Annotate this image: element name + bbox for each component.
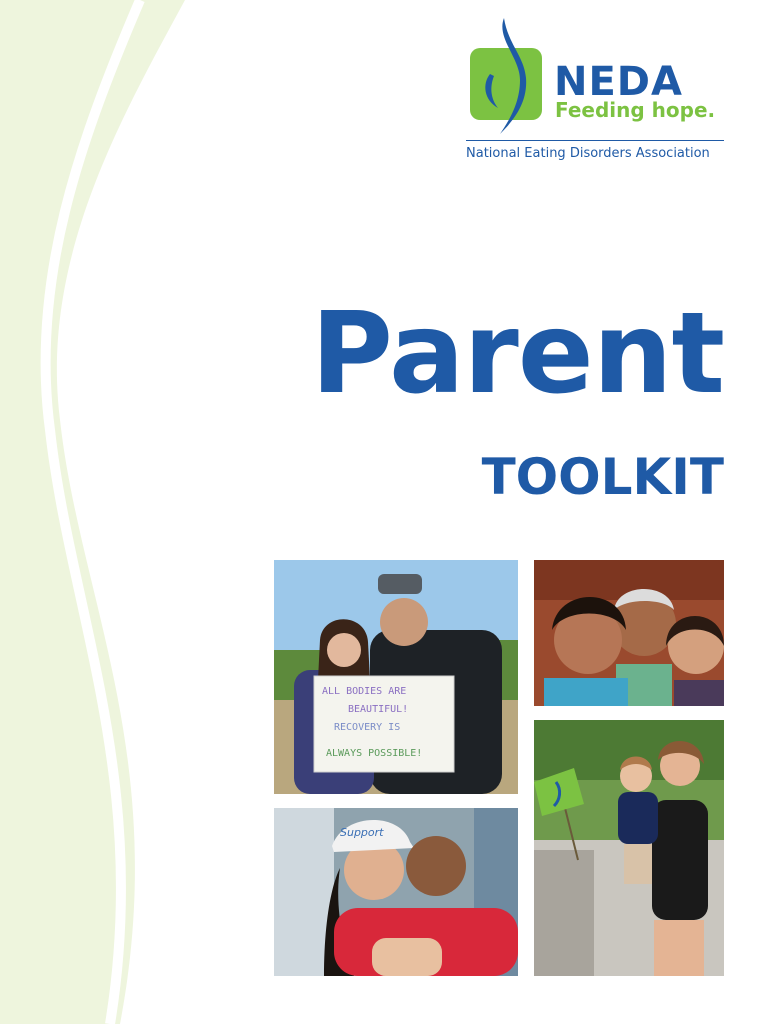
sign-line-4: ALWAYS POSSIBLE! <box>326 748 423 759</box>
sign-line-1: ALL BODIES ARE <box>322 686 407 697</box>
logo-tagline: Feeding hope. <box>555 98 716 122</box>
logo-wordmark: NEDA <box>554 59 683 105</box>
cover-subtitle: TOOLKIT <box>481 448 724 506</box>
photo-support-hug <box>274 808 518 976</box>
cap-text: Support <box>340 826 384 839</box>
photo-mother-child <box>534 720 724 976</box>
neda-logo <box>466 18 726 168</box>
cover-title: Parent <box>310 289 724 419</box>
photo-walk-sign <box>274 560 518 794</box>
sign-line-2: BEAUTIFUL! <box>348 704 409 715</box>
logo-divider <box>466 140 724 141</box>
sign-line-3: RECOVERY IS <box>334 722 401 733</box>
neda-flame-icon <box>468 18 544 136</box>
organization-name: National Eating Disorders Association <box>466 146 710 161</box>
background-wave <box>0 0 260 1024</box>
photo-family-faces <box>534 560 724 706</box>
